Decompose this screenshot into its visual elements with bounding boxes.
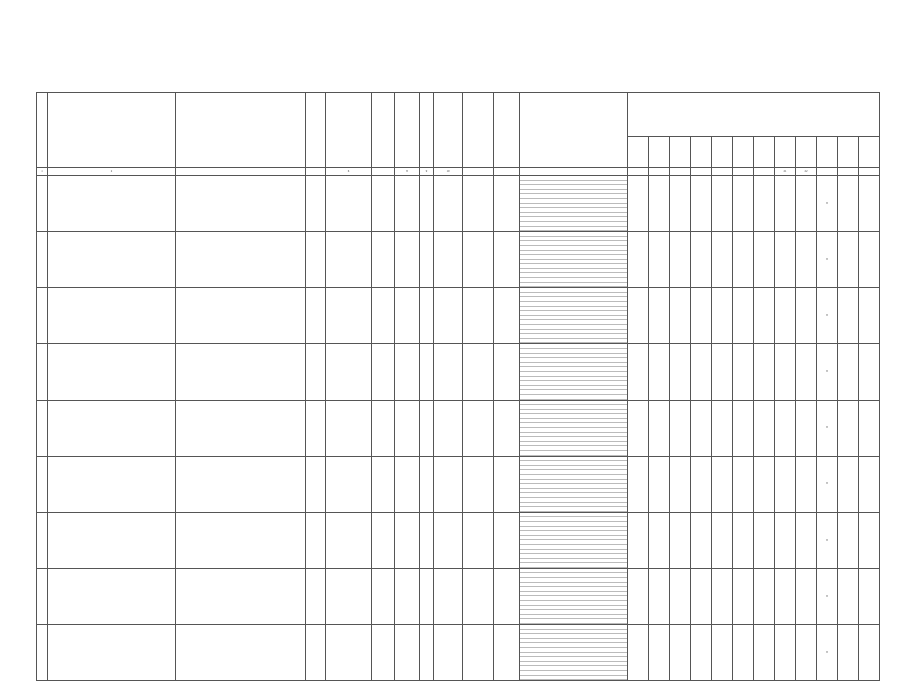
- cell-year: [306, 625, 326, 681]
- cell-no: [37, 176, 48, 232]
- cell-no: [37, 288, 48, 344]
- period-cell-empty: [754, 512, 775, 568]
- period-mark: V: [817, 568, 838, 624]
- cell-address: [176, 400, 306, 456]
- services-line: [520, 451, 627, 456]
- cell-year: [306, 568, 326, 624]
- cell-area: [420, 568, 434, 624]
- cell-services-list: [520, 456, 628, 512]
- cell-entrances: [395, 512, 420, 568]
- period-cell: [649, 137, 670, 168]
- cell-floors: [372, 344, 395, 400]
- cell-entrances: [395, 344, 420, 400]
- period-cell-empty: [859, 176, 880, 232]
- period-cell-empty: [838, 176, 859, 232]
- cell-nomer: [494, 625, 520, 681]
- column-number: [463, 168, 494, 176]
- header-nomer: [494, 93, 520, 168]
- period-cell-empty: [712, 344, 733, 400]
- column-number: 21: [775, 168, 796, 176]
- period-cell-empty: [670, 232, 691, 288]
- cell-nomer: [494, 176, 520, 232]
- cell-nomer: [494, 568, 520, 624]
- period-cell: [670, 137, 691, 168]
- period-cell-empty: [628, 400, 649, 456]
- cell-common: [434, 456, 463, 512]
- period-cell-empty: [628, 288, 649, 344]
- period-cell-empty: [733, 456, 754, 512]
- period-cell-empty: [838, 625, 859, 681]
- cell-floors: [372, 288, 395, 344]
- cell-municipality: [48, 400, 176, 456]
- cell-entrances: [395, 400, 420, 456]
- column-number: 2: [48, 168, 176, 176]
- table-row: [37, 288, 880, 344]
- period-cell-empty: [649, 625, 670, 681]
- cell-area: [420, 456, 434, 512]
- header-year: [306, 93, 326, 168]
- period-cell-empty: [796, 625, 817, 681]
- services-line: [520, 339, 627, 344]
- period-cell-empty: [796, 176, 817, 232]
- cell-volume: [463, 625, 494, 681]
- period-cell-empty: [670, 625, 691, 681]
- period-cell-empty: [691, 456, 712, 512]
- table-row: [37, 176, 880, 232]
- period-cell-empty: [649, 400, 670, 456]
- header-row: [37, 93, 880, 137]
- cell-volume: [463, 568, 494, 624]
- period-cell-empty: [775, 456, 796, 512]
- period-mark: V: [817, 344, 838, 400]
- services-line: [520, 395, 627, 400]
- period-cell-empty: [712, 456, 733, 512]
- period-cell-empty: [733, 400, 754, 456]
- cell-common: [434, 625, 463, 681]
- column-number: [494, 168, 520, 176]
- period-cell-empty: [754, 344, 775, 400]
- period-cell-empty: [670, 512, 691, 568]
- cell-nomer: [494, 456, 520, 512]
- column-number: 10: [434, 168, 463, 176]
- column-number: [520, 168, 628, 176]
- cell-nomer: [494, 232, 520, 288]
- cell-common: [434, 400, 463, 456]
- cell-no: [37, 400, 48, 456]
- cell-municipality: [48, 456, 176, 512]
- header-area: [420, 93, 434, 168]
- column-number: 22: [796, 168, 817, 176]
- cell-nomer: [494, 288, 520, 344]
- header-period: [628, 93, 880, 137]
- period-cell-empty: [691, 176, 712, 232]
- period-cell-empty: [775, 625, 796, 681]
- cell-common: [434, 344, 463, 400]
- cell-year: [306, 456, 326, 512]
- period-cell-empty: [838, 288, 859, 344]
- cell-municipality: [48, 232, 176, 288]
- period-cell-empty: [754, 456, 775, 512]
- table-row: [37, 232, 880, 288]
- cell-year: [306, 288, 326, 344]
- period-cell-empty: [796, 568, 817, 624]
- period-mark: V: [817, 288, 838, 344]
- column-number: [176, 168, 306, 176]
- period-cell-empty: [796, 512, 817, 568]
- cell-address: [176, 512, 306, 568]
- period-cell: [796, 137, 817, 168]
- period-cell-empty: [733, 288, 754, 344]
- register-table: [36, 92, 880, 681]
- period-cell-empty: [733, 512, 754, 568]
- period-cell: [691, 137, 712, 168]
- table-row: [37, 625, 880, 681]
- period-cell-empty: [691, 288, 712, 344]
- cell-material: [326, 400, 372, 456]
- cell-address: [176, 288, 306, 344]
- period-cell-empty: [712, 176, 733, 232]
- column-number-row: [37, 168, 880, 176]
- cell-municipality: [48, 512, 176, 568]
- cell-common: [434, 176, 463, 232]
- period-cell-empty: [691, 568, 712, 624]
- cell-services-list: [520, 512, 628, 568]
- period-cell: [838, 137, 859, 168]
- cell-address: [176, 456, 306, 512]
- column-number: [670, 168, 691, 176]
- period-cell-empty: [712, 568, 733, 624]
- period-cell-empty: [733, 232, 754, 288]
- cell-entrances: [395, 568, 420, 624]
- period-cell-empty: [670, 400, 691, 456]
- period-cell-empty: [628, 568, 649, 624]
- services-line: [520, 676, 627, 681]
- cell-floors: [372, 568, 395, 624]
- column-number: [817, 168, 838, 176]
- period-cell-empty: [670, 176, 691, 232]
- cell-year: [306, 400, 326, 456]
- period-cell-empty: [670, 456, 691, 512]
- period-cell-empty: [733, 176, 754, 232]
- cell-entrances: [395, 288, 420, 344]
- header-volume: [463, 93, 494, 168]
- period-cell-empty: [859, 512, 880, 568]
- cell-floors: [372, 176, 395, 232]
- period-cell-empty: [712, 288, 733, 344]
- period-cell-empty: [775, 344, 796, 400]
- period-cell-empty: [649, 232, 670, 288]
- period-cell-empty: [859, 568, 880, 624]
- cell-volume: [463, 344, 494, 400]
- period-cell-empty: [712, 232, 733, 288]
- cell-municipality: [48, 344, 176, 400]
- period-cell-empty: [775, 400, 796, 456]
- header-services: [520, 93, 628, 168]
- period-cell-empty: [859, 625, 880, 681]
- cell-floors: [372, 400, 395, 456]
- period-mark: V: [817, 625, 838, 681]
- period-cell-empty: [796, 344, 817, 400]
- period-cell-empty: [775, 288, 796, 344]
- period-cell-empty: [649, 512, 670, 568]
- cell-area: [420, 344, 434, 400]
- cell-no: [37, 456, 48, 512]
- cell-volume: [463, 232, 494, 288]
- column-number: [838, 168, 859, 176]
- cell-floors: [372, 456, 395, 512]
- cell-volume: [463, 176, 494, 232]
- column-number: [306, 168, 326, 176]
- cell-volume: [463, 288, 494, 344]
- period-cell-empty: [628, 176, 649, 232]
- table-row: [37, 512, 880, 568]
- period-cell-empty: [628, 625, 649, 681]
- period-cell: [628, 137, 649, 168]
- cell-material: [326, 344, 372, 400]
- period-cell-empty: [796, 400, 817, 456]
- cell-material: [326, 232, 372, 288]
- column-number: 8: [395, 168, 420, 176]
- cell-services-list: [520, 344, 628, 400]
- cell-nomer: [494, 512, 520, 568]
- period-cell-empty: [796, 288, 817, 344]
- column-number: 6: [326, 168, 372, 176]
- services-line: [520, 619, 627, 624]
- cell-year: [306, 344, 326, 400]
- column-number: [712, 168, 733, 176]
- cell-year: [306, 232, 326, 288]
- cell-common: [434, 568, 463, 624]
- header-address: [176, 93, 306, 168]
- period-cell-empty: [754, 400, 775, 456]
- cell-nomer: [494, 344, 520, 400]
- column-number: 1: [37, 168, 48, 176]
- period-cell-empty: [838, 344, 859, 400]
- period-cell-empty: [649, 176, 670, 232]
- cell-material: [326, 456, 372, 512]
- period-cell-empty: [859, 344, 880, 400]
- cell-volume: [463, 400, 494, 456]
- cell-no: [37, 512, 48, 568]
- services-line: [520, 563, 627, 568]
- cell-no: [37, 625, 48, 681]
- period-cell-empty: [712, 400, 733, 456]
- cell-floors: [372, 512, 395, 568]
- period-cell-empty: [670, 568, 691, 624]
- column-number: 9: [420, 168, 434, 176]
- period-cell: [775, 137, 796, 168]
- cell-area: [420, 625, 434, 681]
- cell-year: [306, 176, 326, 232]
- period-cell-empty: [775, 232, 796, 288]
- cell-services-list: [520, 232, 628, 288]
- header-no: [37, 93, 48, 168]
- column-number: [754, 168, 775, 176]
- cell-nomer: [494, 400, 520, 456]
- period-cell-empty: [796, 232, 817, 288]
- cell-area: [420, 512, 434, 568]
- period-cell-empty: [775, 176, 796, 232]
- period-cell-empty: [712, 625, 733, 681]
- period-cell-empty: [628, 456, 649, 512]
- period-cell-empty: [859, 456, 880, 512]
- cell-address: [176, 344, 306, 400]
- cell-services-list: [520, 400, 628, 456]
- period-cell-empty: [649, 456, 670, 512]
- period-cell-empty: [649, 288, 670, 344]
- cell-services-list: [520, 176, 628, 232]
- cell-floors: [372, 232, 395, 288]
- cell-common: [434, 512, 463, 568]
- period-cell: [712, 137, 733, 168]
- period-cell-empty: [712, 512, 733, 568]
- column-number: [691, 168, 712, 176]
- table-body: [37, 176, 880, 681]
- period-mark: V: [817, 512, 838, 568]
- cell-address: [176, 176, 306, 232]
- column-number: [628, 168, 649, 176]
- period-cell: [817, 137, 838, 168]
- period-cell-empty: [754, 232, 775, 288]
- table-row: [37, 456, 880, 512]
- period-cell-empty: [838, 232, 859, 288]
- services-line: [520, 507, 627, 512]
- cell-area: [420, 400, 434, 456]
- cell-entrances: [395, 456, 420, 512]
- period-mark: V: [817, 456, 838, 512]
- header-municipality: [48, 93, 176, 168]
- period-cell-empty: [691, 625, 712, 681]
- period-cell-empty: [838, 512, 859, 568]
- cell-volume: [463, 512, 494, 568]
- cell-no: [37, 232, 48, 288]
- period-cell-empty: [649, 568, 670, 624]
- period-cell-empty: [859, 232, 880, 288]
- period-cell-empty: [838, 456, 859, 512]
- column-number: [649, 168, 670, 176]
- period-cell-empty: [838, 568, 859, 624]
- cell-material: [326, 512, 372, 568]
- period-cell-empty: [859, 400, 880, 456]
- cell-material: [326, 625, 372, 681]
- period-mark: V: [817, 232, 838, 288]
- period-cell-empty: [754, 625, 775, 681]
- period-cell-empty: [649, 344, 670, 400]
- cell-municipality: [48, 568, 176, 624]
- cell-services-list: [520, 625, 628, 681]
- period-cell-empty: [838, 400, 859, 456]
- cell-common: [434, 232, 463, 288]
- header-common-area: [434, 93, 463, 168]
- period-cell-empty: [691, 400, 712, 456]
- table-row: [37, 568, 880, 624]
- cell-address: [176, 232, 306, 288]
- cell-municipality: [48, 625, 176, 681]
- period-cell-empty: [733, 568, 754, 624]
- cell-address: [176, 625, 306, 681]
- cell-entrances: [395, 232, 420, 288]
- cell-services-list: [520, 568, 628, 624]
- cell-area: [420, 232, 434, 288]
- cell-no: [37, 344, 48, 400]
- cell-material: [326, 176, 372, 232]
- cell-volume: [463, 456, 494, 512]
- period-cell-empty: [775, 512, 796, 568]
- period-mark: V: [817, 176, 838, 232]
- period-cell: [754, 137, 775, 168]
- cell-area: [420, 288, 434, 344]
- cell-municipality: [48, 288, 176, 344]
- cell-entrances: [395, 625, 420, 681]
- header-entrances: [395, 93, 420, 168]
- column-number: [372, 168, 395, 176]
- period-cell-empty: [670, 288, 691, 344]
- period-cell-empty: [733, 625, 754, 681]
- period-cell-empty: [628, 512, 649, 568]
- cell-services-list: [520, 288, 628, 344]
- period-cell: [733, 137, 754, 168]
- cell-floors: [372, 625, 395, 681]
- period-cell-empty: [754, 568, 775, 624]
- column-number: [859, 168, 880, 176]
- header-floors: [372, 93, 395, 168]
- cell-common: [434, 288, 463, 344]
- period-mark: V: [817, 400, 838, 456]
- period-cell-empty: [796, 456, 817, 512]
- period-cell-empty: [691, 232, 712, 288]
- services-line: [520, 227, 627, 232]
- period-cell: [859, 137, 880, 168]
- period-cell-empty: [691, 344, 712, 400]
- cell-no: [37, 568, 48, 624]
- period-cell-empty: [628, 344, 649, 400]
- period-cell-empty: [859, 288, 880, 344]
- services-line: [520, 283, 627, 288]
- table-row: [37, 344, 880, 400]
- period-cell-empty: [628, 232, 649, 288]
- cell-year: [306, 512, 326, 568]
- period-cell-empty: [754, 288, 775, 344]
- period-cell-empty: [754, 176, 775, 232]
- cell-area: [420, 176, 434, 232]
- cell-address: [176, 568, 306, 624]
- cell-material: [326, 568, 372, 624]
- cell-material: [326, 288, 372, 344]
- table-row: [37, 400, 880, 456]
- header-wall-material: [326, 93, 372, 168]
- cell-municipality: [48, 176, 176, 232]
- cell-entrances: [395, 176, 420, 232]
- period-cell-empty: [691, 512, 712, 568]
- period-cell-empty: [775, 568, 796, 624]
- column-number: [733, 168, 754, 176]
- period-cell-empty: [670, 344, 691, 400]
- period-cell-empty: [733, 344, 754, 400]
